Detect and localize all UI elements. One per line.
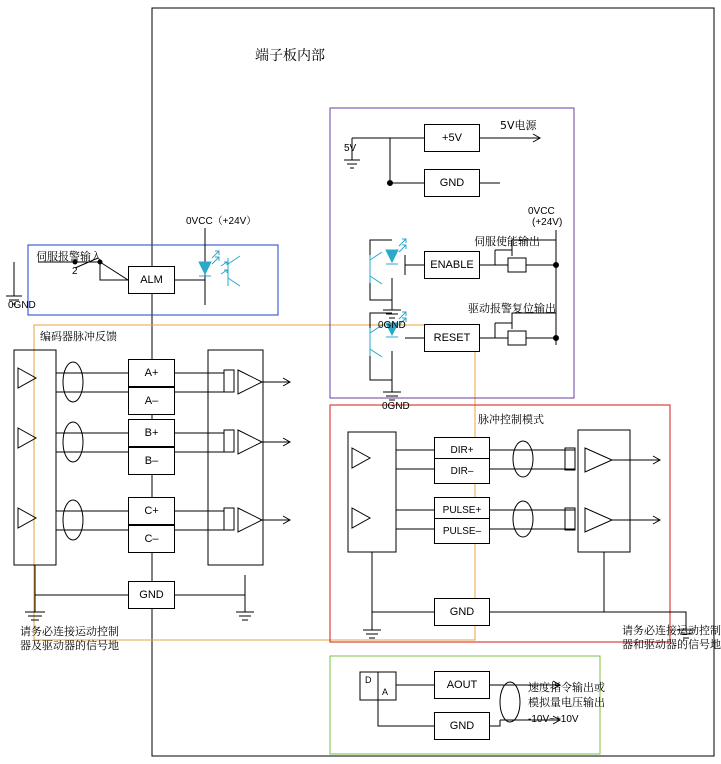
label-pulse-mode: 脉冲控制模式 [478, 413, 544, 426]
page-title: 端子板内部 [255, 48, 325, 64]
label-ogng-enable: 0GND [378, 320, 406, 331]
terminal-pulse-plus[interactable]: PULSE+ [434, 497, 490, 523]
dac-analog-label: A [382, 687, 389, 697]
label-gnd-note-right-1: 请务必连接运动控制 [622, 624, 721, 637]
terminal-gnd-power[interactable]: GND [424, 169, 480, 197]
label-ogng-reset: 0GND [382, 401, 410, 412]
label-ovcc-enable: 0VCC [528, 206, 555, 217]
label-servo-alarm-input: 伺服报警输入 [36, 250, 102, 263]
label-ogng-alarm: 0GND [8, 300, 36, 311]
terminal-aout[interactable]: AOUT [434, 671, 490, 699]
label-drive-reset-out: 驱动报警复位输出 [468, 302, 556, 315]
label-power-in-5v: 5V [344, 143, 357, 154]
terminal-gnd-pulse[interactable]: GND [434, 598, 490, 626]
label-ovcc-24v-alarm: 0VCC（+24V） [186, 216, 257, 227]
terminal-a-plus[interactable]: A+ [128, 359, 175, 387]
label-analog-note-1: 速度指令输出或 [528, 681, 605, 694]
terminal-c-plus[interactable]: C+ [128, 497, 175, 525]
terminal-b-minus[interactable]: B– [128, 447, 175, 475]
label-24v-enable: (+24V) [532, 217, 563, 228]
terminal-gnd-analog[interactable]: GND [434, 712, 490, 740]
terminal-5v[interactable]: +5V [424, 124, 480, 152]
terminal-dir-minus[interactable]: DIR– [434, 458, 490, 484]
label-gnd-note-left-1: 请务必连接运动控制 [20, 625, 119, 638]
label-servo-enable-out: 伺服使能输出 [474, 235, 540, 248]
label-gnd-note-right-2: 器和驱动器的信号地 [622, 638, 721, 651]
terminal-reset[interactable]: RESET [424, 324, 480, 352]
terminal-b-plus[interactable]: B+ [128, 419, 175, 447]
terminal-a-minus[interactable]: A– [128, 387, 175, 415]
label-power-out-5v: 5V电源 [500, 119, 537, 132]
terminal-dir-plus[interactable]: DIR+ [434, 437, 490, 463]
terminal-c-minus[interactable]: C– [128, 525, 175, 553]
label-analog-note-2: 模拟量电压输出 [528, 696, 605, 709]
label-encoder-feedback: 编码器脉冲反馈 [40, 330, 117, 343]
label-analog-note-3: -10V~+10V [528, 714, 579, 725]
terminal-alm[interactable]: ALM [128, 266, 175, 294]
label-pin-2: 2 [72, 266, 78, 277]
terminal-enable[interactable]: ENABLE [424, 251, 480, 279]
label-gnd-note-left-2: 器及驱动器的信号地 [20, 639, 119, 652]
terminal-pulse-minus[interactable]: PULSE– [434, 518, 490, 544]
dac-digital-label: D [365, 675, 372, 685]
terminal-gnd-encoder[interactable]: GND [128, 581, 175, 609]
